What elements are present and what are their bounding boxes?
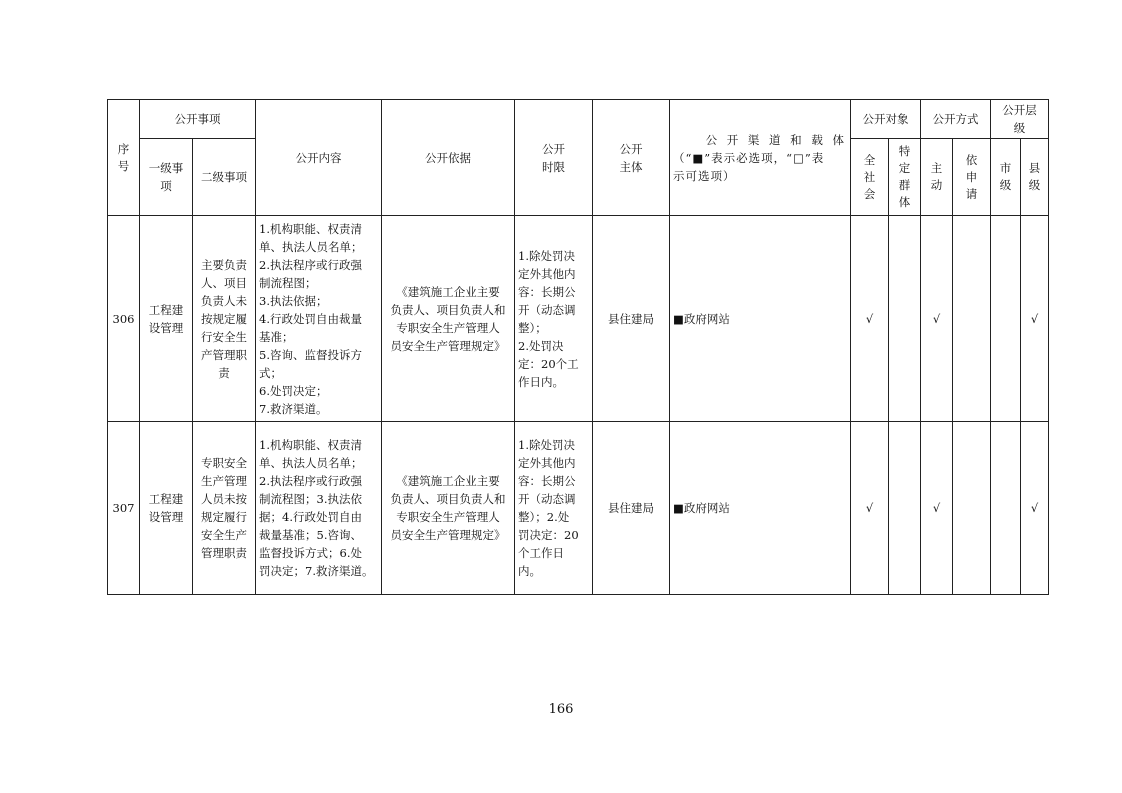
row-county: √ xyxy=(1021,216,1049,422)
row-active: √ xyxy=(921,422,953,595)
row-seq: 307 xyxy=(108,422,140,595)
row-on-request xyxy=(953,422,991,595)
row-content: 1.机构职能、权责清 单、执法人员名单； 2.执法程序或行政强 制流程图；3.执法依 据；4.行政处罚自由 裁量基准；5.咨询、 监督投诉方式；6.处 罚决定；7.救济渠道。 xyxy=(256,422,382,595)
header-disclosure-item: 公开事项 xyxy=(140,100,256,139)
header-time-limit: 公开 时限 xyxy=(515,100,593,216)
row-level1: 工程建 设管理 xyxy=(140,422,193,595)
header-level1: 一级事 项 xyxy=(140,139,193,216)
page-number: 166 xyxy=(548,702,574,717)
row-channel: ■政府网站 xyxy=(670,216,851,422)
table-row xyxy=(108,216,1049,422)
row-time-limit: 1.除处罚决 定外其他内 容：长期公 开（动态调 整）；2.处 罚决定：20 个工作日 内。 xyxy=(515,422,593,595)
header-channel-note: （“■”表示必选项，“□”表 示可选项） xyxy=(673,150,825,183)
header-level: 公开层 级 xyxy=(991,100,1049,139)
row-channel: ■政府网站 xyxy=(670,422,851,595)
row-content: 1.机构职能、权责清 单、执法人员名单； 2.执法程序或行政强 制流程图； 3.执法依据； 4.行政处罚自由裁量 基准； 5.咨询、监督投诉方 式； 6.处罚决定； 7.救济渠道。 xyxy=(256,216,382,422)
header-level-county: 县 级 xyxy=(1021,139,1049,216)
table-row xyxy=(108,422,1049,595)
header-channel xyxy=(670,100,851,216)
row-specific-group xyxy=(889,422,921,595)
row-subject: 县住建局 xyxy=(593,422,670,595)
row-all-society: √ xyxy=(851,216,889,422)
row-level1: 工程建 设管理 xyxy=(140,216,193,422)
row-active: √ xyxy=(921,216,953,422)
header-audience-specific: 特 定 群 体 xyxy=(889,139,921,216)
disclosure-table xyxy=(107,99,1049,595)
header-method-request: 依 申 请 xyxy=(953,139,991,216)
row-seq: 306 xyxy=(108,216,140,422)
header-method: 公开方式 xyxy=(921,100,991,139)
header-subject: 公开 主体 xyxy=(593,100,670,216)
row-basis: 《建筑施工企业主要 负责人、项目负责人和 专职安全生产管理人 员安全生产管理规定》 xyxy=(382,216,515,422)
header-audience-all: 全 社 会 xyxy=(851,139,889,216)
row-basis: 《建筑施工企业主要 负责人、项目负责人和 专职安全生产管理人 员安全生产管理规定》 xyxy=(382,422,515,595)
header-row-1 xyxy=(108,100,1049,139)
row-city xyxy=(991,422,1021,595)
row-level2: 主要负责 人、项目 负责人未 按规定履 行安全生 产管理职 责 xyxy=(193,216,256,422)
row-time-limit: 1.除处罚决 定外其他内 容：长期公 开（动态调 整）； 2.处罚决 定：20个工 作日内。 xyxy=(515,216,593,422)
header-level-city: 市 级 xyxy=(991,139,1021,216)
row-subject: 县住建局 xyxy=(593,216,670,422)
header-level2: 二级事项 xyxy=(193,139,256,216)
header-audience: 公开对象 xyxy=(851,100,921,139)
row-level2: 专职安全 生产管理 人员未按 规定履行 安全生产 管理职责 xyxy=(193,422,256,595)
row-on-request xyxy=(953,216,991,422)
row-all-society: √ xyxy=(851,422,889,595)
header-method-active: 主 动 xyxy=(921,139,953,216)
header-channel-title: 公 开 渠 道 和 载 体 xyxy=(705,132,847,147)
header-seq: 序 号 xyxy=(108,100,140,216)
header-basis: 公开依据 xyxy=(382,100,515,216)
row-county: √ xyxy=(1021,422,1049,595)
header-content: 公开内容 xyxy=(256,100,382,216)
row-specific-group xyxy=(889,216,921,422)
row-city xyxy=(991,216,1021,422)
